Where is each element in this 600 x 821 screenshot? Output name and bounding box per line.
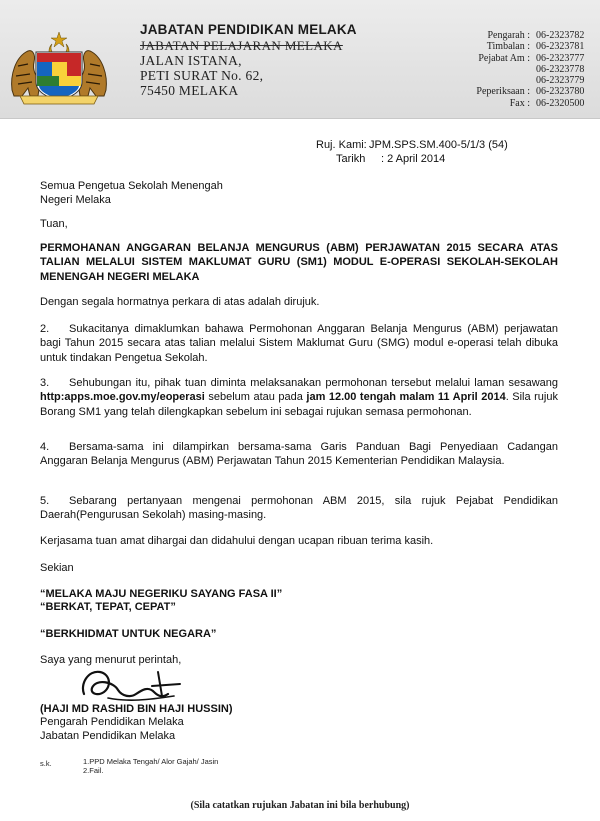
closing-sekian: Sekian bbox=[40, 562, 74, 574]
address-line: 75450 MELAKA bbox=[140, 83, 239, 98]
motto-line: “MELAKA MAJU NEGERIKU SAYANG FASA II” bbox=[40, 588, 283, 600]
thanks-paragraph: Kerjasama tuan amat dihargai dan didahului dengan ucapan ribuan terima kasih. bbox=[40, 535, 434, 547]
sk-item: 1.PPD Melaka Tengah/ Alor Gajah/ Jasin bbox=[83, 757, 219, 766]
salutation: Tuan, bbox=[40, 218, 68, 230]
paragraph-2: 2. Sukacitanya dimaklumkan bahawa Permohonan Anggaran Belanja Mengurus (ABM) perjawatan bagi Tahun 2015 secara atas talian melalui Sistem Maklumat Guru (SMG) modul e-operasi telah dibuka untuk tindakan Pengetua Sekolah. bbox=[40, 323, 558, 364]
closing-saya: Saya yang menurut perintah, bbox=[40, 654, 182, 666]
motto-line: “BERKHIDMAT UNTUK NEGARA” bbox=[40, 628, 217, 640]
signatory-department: Jabatan Pendidikan Melaka bbox=[40, 730, 176, 742]
address-line: JALAN ISTANA, bbox=[140, 53, 242, 68]
signatory-name: (HAJI MD RASHID BIN HAJI HUSSIN) bbox=[40, 703, 233, 715]
org-name: JABATAN PENDIDIKAN MELAKA bbox=[140, 22, 357, 37]
contact-row: Pengarah : 06-2323782 bbox=[487, 30, 585, 41]
deadline: jam 12.00 tengah malam 11 April 2014 bbox=[306, 391, 506, 404]
reference-number: JPM.SPS.SM.400-5/1/3 (54) bbox=[369, 139, 508, 151]
letter-subject: PERMOHANAN ANGGARAN BELANJA MENGURUS (ABM) PERJAWATAN 2015 SECARA ATAS TALIAN MELALUI SISTEM MAKLUMAT GURU (SM1) MODUL E-OPERASI SEKOLAH-SEKOLAH MENENGAH NEGERI MELAKA bbox=[40, 242, 558, 283]
signature-graphic bbox=[78, 664, 188, 704]
contact-numbers bbox=[430, 30, 596, 109]
eoperasi-url-link[interactable]: http:apps.moe.gov.my/eoperasi bbox=[40, 391, 205, 404]
date-label: Tarikh bbox=[336, 153, 366, 165]
coat-of-arms-logo bbox=[6, 30, 112, 106]
recipient-line: Semua Pengetua Sekolah Menengah bbox=[40, 180, 223, 192]
paragraph-4: 4. Bersama-sama ini dilampirkan bersama-sama Garis Panduan Bagi Penyediaan Cadangan Anggaran Belanja Mengurus (ABM) Perjawatan Tahun 2015 Kementerian Pendidikan Malaysia. bbox=[40, 441, 558, 468]
org-old-name: JABATAN PELAJARAN MELAKA bbox=[140, 38, 343, 53]
intro-paragraph: Dengan segala hormatnya perkara di atas adalah dirujuk. bbox=[40, 296, 320, 308]
signatory-title: Pengarah Pendidikan Melaka bbox=[40, 716, 184, 728]
footer-note: (Sila catatkan rujukan Jabatan ini bila berhubung) bbox=[190, 800, 410, 811]
paragraph-3: 3. Sehubungan itu, pihak tuan diminta melaksanakan permohonan tersebut melalui laman sesawang http:apps.moe.gov.my/eoperasi sebelum atau pada jam 12.00 tengah malam 11 April 2014. Sila rujuk Borang SM1 yang telah dilengkapkan sebelum ini sebagai rujukan semasa permohonan. bbox=[40, 377, 558, 418]
motto-line: “BERKAT, TEPAT, CEPAT” bbox=[40, 601, 176, 613]
paragraph-5: 5. Sebarang pertanyaan mengenai permohonan ABM 2015, sila rujuk Pejabat Pendidikan Daerah(Pengurusan Sekolah) masing-masing. bbox=[40, 495, 558, 522]
reference-label: Ruj. Kami: bbox=[316, 139, 367, 151]
contact-row: Timbalan : 06-2323781 bbox=[486, 41, 585, 53]
contact-row: Pejabat Am : 06-2323777 bbox=[478, 52, 585, 64]
contact-row: Fax : 06-2320500 bbox=[509, 97, 585, 109]
sk-item: 2.Fail. bbox=[83, 766, 104, 775]
address-line: PETI SURAT No. 62, bbox=[140, 68, 264, 83]
letterhead bbox=[0, 0, 600, 119]
sk-label: s.k. bbox=[40, 759, 52, 768]
contact-row: 06-2323779 bbox=[536, 75, 585, 87]
contact-row: 06-2323778 bbox=[536, 63, 585, 75]
date-value: : 2 April 2014 bbox=[381, 153, 446, 165]
recipient-line: Negeri Melaka bbox=[40, 194, 111, 206]
contact-row: Peperiksaan : 06-2323780 bbox=[476, 86, 585, 98]
